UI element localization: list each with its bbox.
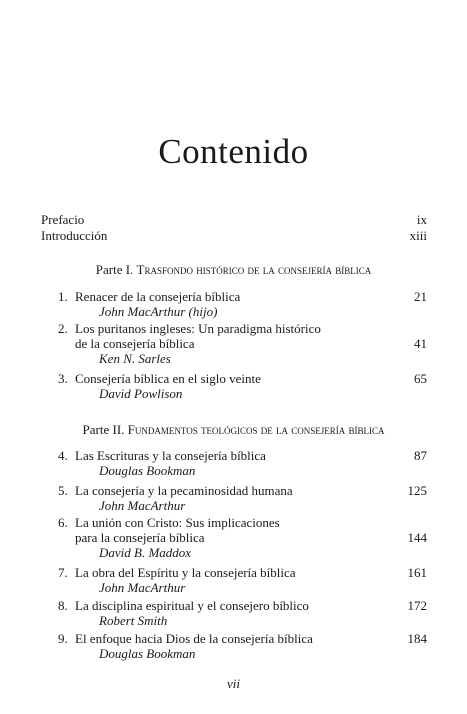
part-title: Trasfondo histórico de la consejería bíblica	[136, 262, 372, 277]
chapter-page: 184	[407, 631, 427, 646]
chapter-page: 144	[407, 530, 427, 545]
chapter-page: 21	[414, 289, 427, 304]
front-matter	[41, 212, 427, 244]
chapter-author: David B. Maddox	[99, 545, 192, 560]
toc-entry-label: Prefacio	[41, 212, 85, 227]
chapter-title-continued: de la consejería bíblica	[75, 336, 195, 351]
chapter-page: 41	[414, 336, 427, 351]
chapter-author: John MacArthur (hijo)	[99, 304, 218, 319]
toc-entry-label: Introducción	[41, 228, 108, 243]
toc-chapter	[58, 483, 427, 513]
chapter-title: Consejería bíblica en el siglo veinte	[75, 371, 261, 386]
chapter-author: Ken N. Sarles	[99, 351, 171, 366]
chapter-page: 87	[414, 448, 427, 463]
chapter-title: El enfoque hacia Dios de la consejería bíblica	[75, 631, 313, 646]
chapter-author: John MacArthur	[99, 498, 186, 513]
chapter-page: 161	[407, 565, 427, 580]
chapter-title: Los puritanos ingleses: Un paradigma histórico	[75, 321, 321, 336]
chapter-title-continued: para la consejería bíblica	[75, 530, 205, 545]
chapter-title: La disciplina espiritual y el consejero bíblico	[75, 598, 309, 613]
chapter-number: 4.	[58, 448, 68, 463]
toc-chapter	[58, 289, 427, 319]
toc-chapter	[58, 371, 427, 401]
part-heading-2	[0, 422, 467, 438]
chapter-page: 172	[407, 598, 427, 613]
chapter-title: Las Escrituras y la consejería bíblica	[75, 448, 266, 463]
toc-chapter	[58, 448, 427, 478]
chapter-number: 2.	[58, 321, 68, 336]
toc-entry-introduccion	[41, 228, 427, 244]
toc-entry-prefacio	[41, 212, 427, 228]
chapter-title: La consejería y la pecaminosidad humana	[75, 483, 293, 498]
chapter-page: 125	[407, 483, 427, 498]
chapter-number: 3.	[58, 371, 68, 386]
chapter-page: 65	[414, 371, 427, 386]
chapter-author: David Powlison	[99, 386, 183, 401]
chapter-author: Robert Smith	[99, 613, 168, 628]
chapter-number: 9.	[58, 631, 68, 646]
chapter-number: 1.	[58, 289, 68, 304]
part-heading-1	[0, 262, 467, 278]
chapter-title: La unión con Cristo: Sus implicaciones	[75, 515, 280, 530]
chapter-title: La obra del Espíritu y la consejería bíblica	[75, 565, 296, 580]
chapter-number: 8.	[58, 598, 68, 613]
chapter-number: 6.	[58, 515, 68, 530]
toc-chapter	[58, 565, 427, 595]
chapter-author: Douglas Bookman	[99, 646, 196, 661]
chapter-author: John MacArthur	[99, 580, 186, 595]
part-label: Parte II.	[82, 422, 125, 437]
part-title: Fundamentos teológicos de la consejería bíblica	[127, 422, 385, 437]
toc-chapter	[58, 631, 427, 661]
toc-entry-page: ix	[416, 212, 427, 227]
chapter-number: 5.	[58, 483, 68, 498]
page-title: Contenido	[158, 132, 309, 171]
toc-entry-page: xiii	[409, 228, 427, 243]
toc-chapter	[58, 515, 427, 560]
toc-chapter	[58, 321, 427, 366]
chapter-title: Renacer de la consejería bíblica	[75, 289, 241, 304]
chapter-author: Douglas Bookman	[99, 463, 196, 478]
part-label: Parte I.	[95, 262, 134, 277]
page-number: vii	[227, 676, 240, 691]
chapter-number: 7.	[58, 565, 68, 580]
toc-chapter	[58, 598, 427, 628]
